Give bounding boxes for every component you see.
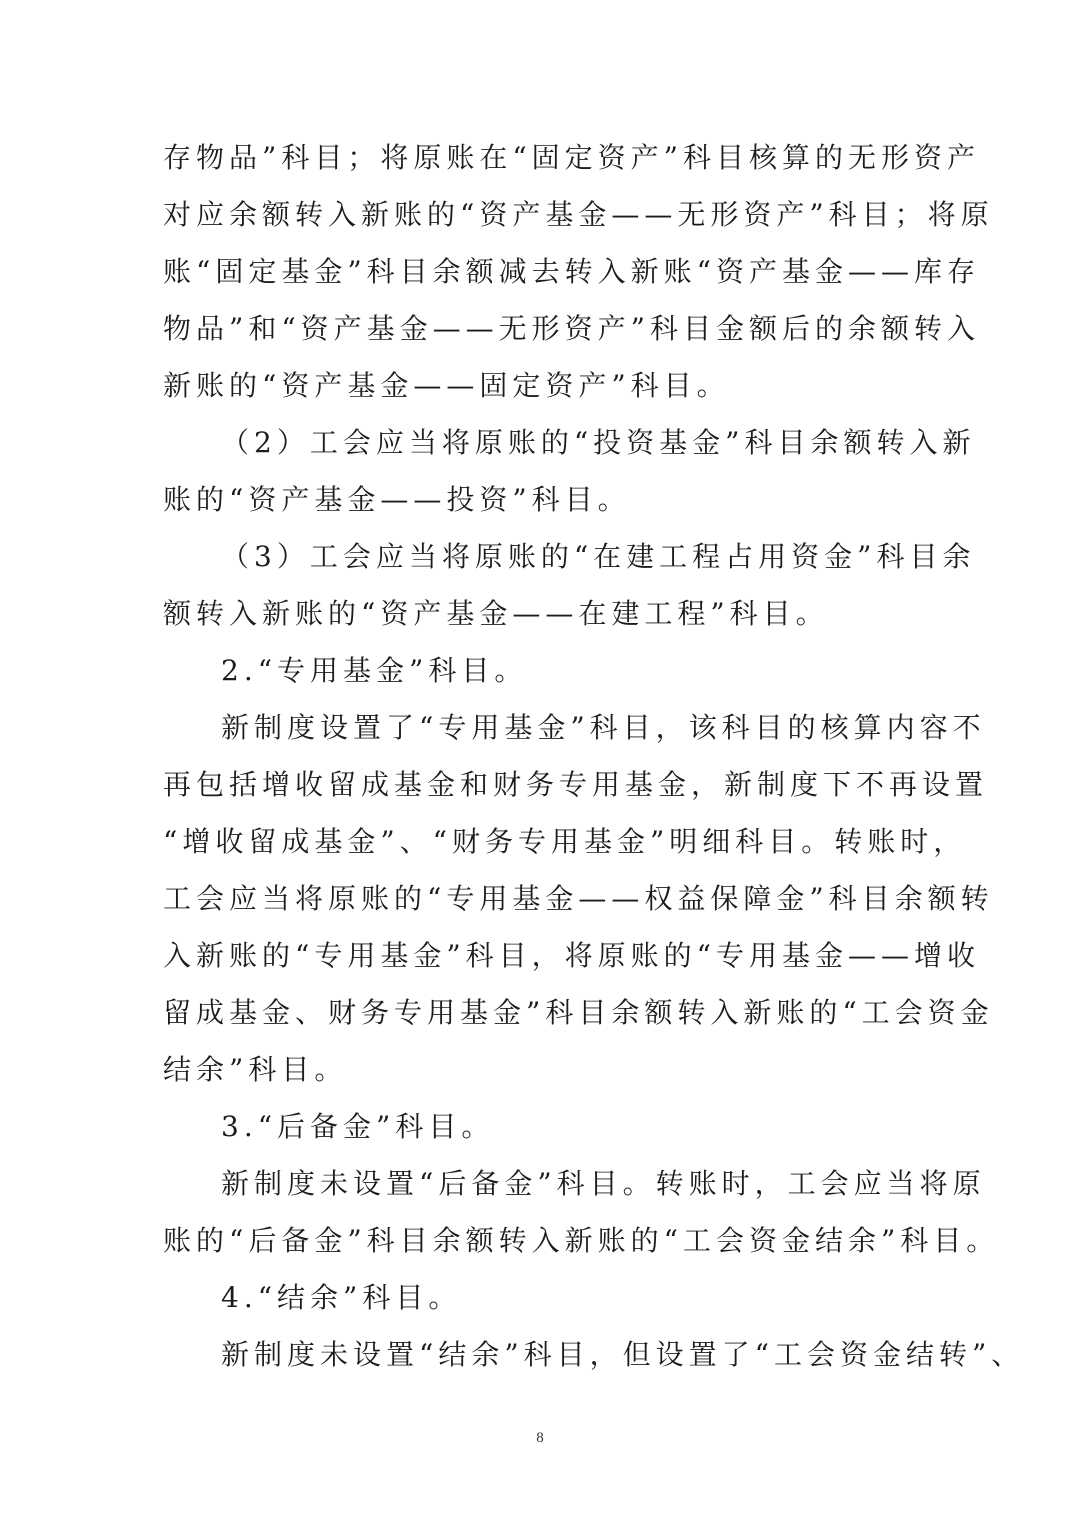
body-text-line: 账的“后备金”科目余额转入新账的“工会资金结余”科目。 <box>163 1224 1000 1257</box>
body-text-line: 额转入新账的“资产基金——在建工程”科目。 <box>163 597 829 630</box>
body-text-line: 入新账的“专用基金”科目，将原账的“专用基金——增收 <box>163 939 980 972</box>
body-text-line: 新账的“资产基金——固定资产”科目。 <box>163 369 730 402</box>
body-text-line: 新制度未设置“结余”科目，但设置了“工会资金结转”、 <box>221 1338 1025 1371</box>
body-text-line: “增收留成基金”、“财务专用基金”明细科目。转账时， <box>163 825 967 858</box>
body-text-line: （2）工会应当将原账的“投资基金”科目余额转入新 <box>221 426 976 459</box>
body-text-line: 物品”和“资产基金——无形资产”科目金额后的余额转入 <box>163 312 980 345</box>
body-text-line: 留成基金、财务专用基金”科目余额转入新账的“工会资金 <box>163 996 994 1029</box>
body-text-line: 账“固定基金”科目余额减去转入新账“资产基金——库存 <box>163 255 980 288</box>
page-number: 8 <box>536 1430 544 1446</box>
section-heading: 4.“结余”科目。 <box>221 1281 462 1314</box>
body-text-line: 新制度未设置“后备金”科目。转账时，工会应当将原 <box>221 1167 986 1200</box>
body-text-line: 对应余额转入新账的“资产基金——无形资产”科目；将原 <box>163 198 994 231</box>
section-heading: 3.“后备金”科目。 <box>221 1110 495 1143</box>
body-text-line: 存物品”科目；将原账在“固定资产”科目核算的无形资产 <box>163 141 980 174</box>
body-text-line: 工会应当将原账的“专用基金——权益保障金”科目余额转 <box>163 882 994 915</box>
body-text-line: 结余”科目。 <box>163 1053 348 1086</box>
body-text-line: 新制度设置了“专用基金”科目，该科目的核算内容不 <box>221 711 986 744</box>
body-text-line: 账的“资产基金——投资”科目。 <box>163 483 631 516</box>
section-heading: 2.“专用基金”科目。 <box>221 654 528 687</box>
body-text-line: （3）工会应当将原账的“在建工程占用资金”科目余 <box>221 540 976 573</box>
body-text-line: 再包括增收留成基金和财务专用基金，新制度下不再设置 <box>163 768 989 801</box>
